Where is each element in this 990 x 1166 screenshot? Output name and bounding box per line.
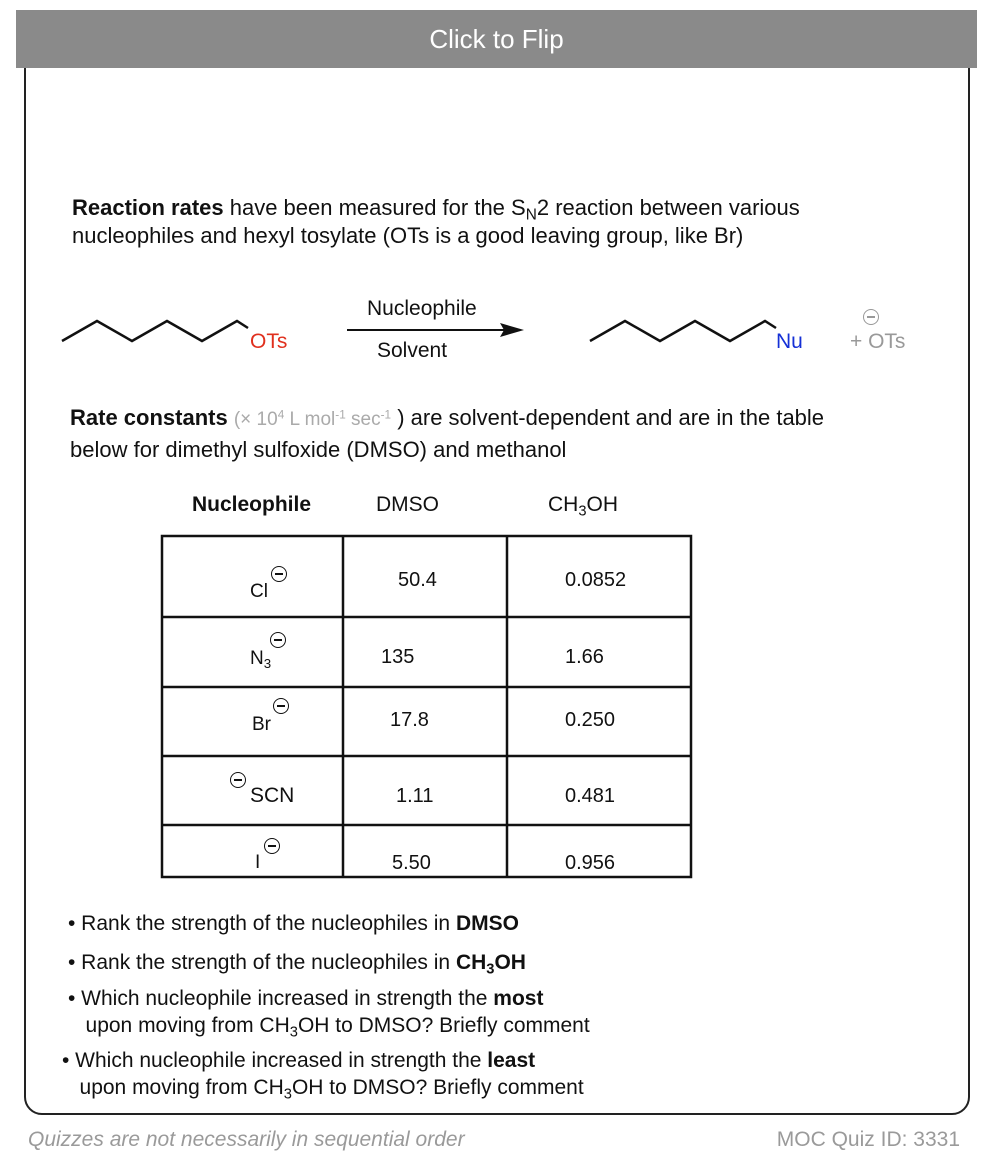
question-1: • Rank the strength of the nucleophiles in DMSO — [68, 912, 519, 935]
intro-sub: N — [525, 206, 537, 224]
dmso-value-i: 5.50 — [392, 852, 431, 874]
header-dmso: DMSO — [376, 493, 439, 516]
nucleophile-cl: Cl — [250, 581, 268, 602]
question-4: • Which nucleophile increased in strength the least upon moving from $CH_3OH$ to DMSO? Briefly comment — [62, 1049, 584, 1103]
product-nu: Nu — [776, 330, 803, 353]
dmso-value-cl: 50.4 — [398, 569, 437, 591]
header-nucleophile: Nucleophile — [192, 493, 312, 516]
nucleophile-scn: SCN — [250, 784, 295, 807]
meoh-value-br: 0.250 — [565, 709, 616, 731]
minus-charge-icon — [271, 566, 287, 582]
rate-constants-bold: Rate constants — [70, 405, 228, 430]
header-ch3oh: $CH_3OH$ — [548, 493, 619, 520]
meoh-value-i: 0.956 — [565, 852, 616, 874]
question-2: • Rank the strength of the nucleophiles in $CH_3OH$ — [68, 951, 526, 978]
question-3: • Which nucleophile increased in strength the most upon moving from $CH_3OH$ to DMSO? Briefly comment — [68, 987, 590, 1041]
intro-text-a: have been measured for the S — [223, 195, 526, 220]
intro-line2: nucleophiles and hexyl tosylate (OTs is a good leaving group, like Br) — [72, 223, 744, 248]
dmso-value-scn: 1.11 — [396, 785, 434, 807]
meoh-value-cl: 0.0852 — [565, 569, 627, 591]
footer-note: Quizzes are not necessarily in sequential order — [28, 1128, 465, 1151]
meoh-value-n3: 1.66 — [565, 646, 604, 668]
intro-text-b: 2 reaction between various — [536, 195, 800, 220]
byproduct-ots: + OTs — [850, 330, 906, 353]
intro-bold: Reaction rates — [72, 195, 224, 220]
click-to-flip-button[interactable]: Click to Flip — [16, 10, 977, 68]
minus-charge-icon — [273, 698, 289, 714]
minus-charge-icon — [230, 772, 246, 788]
minus-charge-icon — [264, 838, 280, 854]
leaving-group-ots: OTs — [250, 330, 288, 353]
nucleophile-br: Br — [252, 714, 271, 735]
reagent-solvent: Solvent — [377, 339, 448, 362]
quiz-id: MOC Quiz ID: 3331 — [776, 1128, 960, 1151]
rate-constants-after: ) are solvent-dependent and are in the table — [391, 405, 825, 430]
dmso-value-br: 17.8 — [390, 709, 429, 731]
meoh-value-scn: 0.481 — [565, 785, 616, 807]
rate-unit: (× $10^4$ L mol$^{-1}$ $\sec^{-1}$ — [233, 408, 392, 430]
nucleophile-n3: $N_3$ — [250, 648, 272, 671]
rate-constants-line2: below for dimethyl sulfoxide (DMSO) and methanol — [70, 437, 567, 462]
nucleophile-i: I — [255, 852, 261, 873]
reagent-nucleophile: Nucleophile — [367, 297, 477, 320]
dmso-value-n3: 135 — [381, 646, 415, 668]
minus-charge-icon — [270, 632, 286, 648]
